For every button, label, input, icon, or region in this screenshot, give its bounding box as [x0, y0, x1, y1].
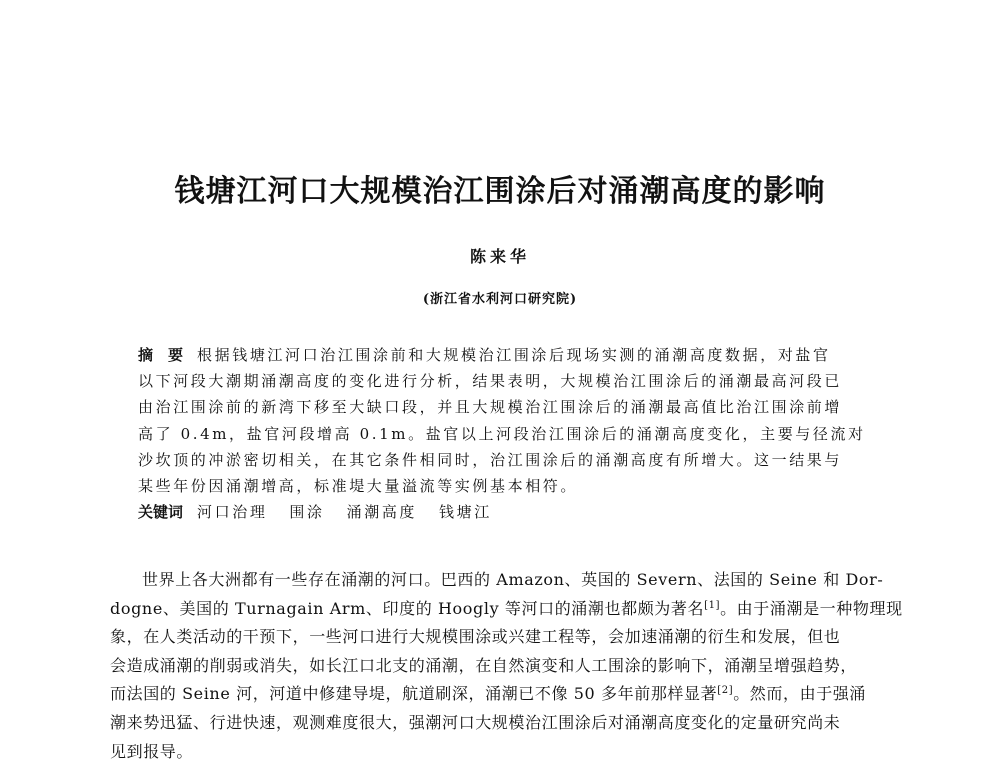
keyword: 河口治理 — [197, 503, 268, 522]
author-affiliation: (浙江省水利河口研究院) — [422, 292, 578, 307]
abstract-line: 以下河段大潮期涌潮高度的变化进行分析，结果表明，大规模治江围涂后的涌潮最高河段已 — [138, 372, 843, 391]
abstract-block — [138, 342, 866, 525]
body-text: 。由于涌潮是一种物理现 — [720, 598, 903, 618]
abstract-label: 摘 要 — [138, 346, 184, 364]
abstract-text: 根据钱塘江河口治江围涂前和大规模治江围涂后现场实测的涌潮高度数据，对盐官 — [197, 346, 831, 364]
body-line: 会造成涌潮的削弱或消失，如长江口北支的涌潮，在自然演变和人工围涂的影响下，涌潮呈增强趋势， — [110, 655, 858, 675]
body-line — [110, 680, 900, 709]
body-text: 。然而，由于强涌 — [733, 684, 867, 704]
citation-ref[interactable]: [1] — [704, 599, 721, 611]
keywords-label: 关键词 — [138, 503, 184, 522]
abstract-line: 由治江围涂前的新湾下移至大缺口段，并且大规模治江围涂后的涌潮最高值比治江围涂前增 — [138, 398, 843, 417]
body-text: dogne、美国的 Turnagain Arm、印度的 Hoogly 等河口的涌潮也都颇为著名 — [110, 598, 705, 618]
citation-ref[interactable]: [2] — [717, 685, 734, 697]
body-line — [110, 595, 903, 624]
paper-title: 钱塘江河口大规模治江围涂后对涌潮高度的影响 — [174, 174, 826, 209]
keyword: 钱塘江 — [439, 503, 492, 522]
body-line: 象，在人类活动的干预下，一些河口进行大规模围涂或兴建工程等，会加速涌潮的衍生和发展，但也 — [110, 627, 841, 647]
author-name: 陈来华 — [469, 247, 530, 266]
keywords-line — [138, 499, 860, 525]
body-line: 世界上各大洲都有一些存在涌潮的河口。巴西的 Amazon、英国的 Severn、法国的 Seine 和 Dor- — [142, 570, 884, 589]
abstract-line: 高了 0.4m，盐官河段增高 0.1m。盐官以上河段治江围涂后的涌潮高度变化，主要与径流对 — [138, 424, 866, 443]
keyword: 涌潮高度 — [346, 503, 418, 522]
body-text: 而法国的 Seine 河，河道中修建导堤，航道刷深，涌潮已不像 50 多年前那样显著 — [110, 684, 718, 704]
abstract-line — [138, 342, 860, 368]
body-line: 见到报导。 — [110, 741, 194, 761]
abstract-line: 某些年份因涌潮增高，标准堤大量溢流等实例基本相符。 — [138, 476, 579, 495]
body-line: 潮来势迅猛、行进快速，观测难度很大，强潮河口大规模治江围涂后对涌潮高度变化的定量研究尚未 — [110, 712, 841, 732]
keyword: 围涂 — [289, 503, 325, 522]
body-paragraph — [110, 566, 903, 766]
abstract-line: 沙坎顶的冲淤密切相关，在其它条件相同时，治江围涂后的涌潮高度有所增大。这一结果与 — [138, 450, 843, 469]
